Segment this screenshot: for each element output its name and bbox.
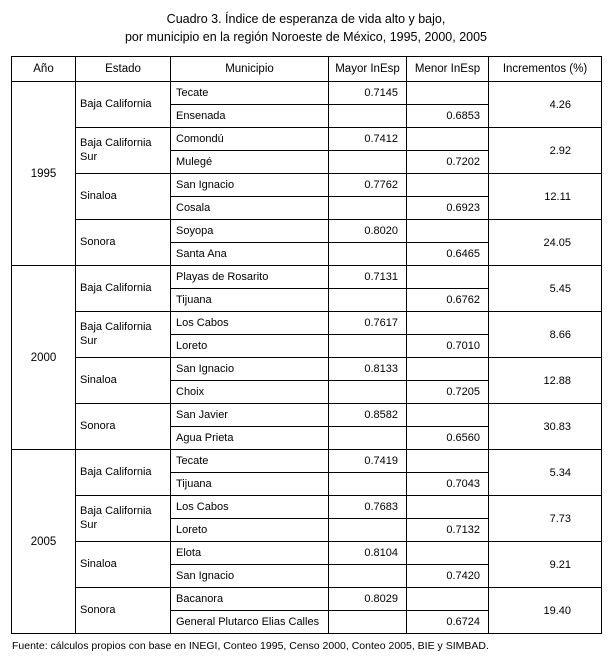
mayor-empty-cell xyxy=(329,611,407,634)
municipio-cell: Santa Ana xyxy=(171,243,329,266)
mayor-value-cell: 0.7145 xyxy=(329,82,407,105)
menor-empty-cell xyxy=(407,542,489,565)
menor-empty-cell xyxy=(407,174,489,197)
mayor-empty-cell xyxy=(329,151,407,174)
table-row xyxy=(12,220,602,243)
header-row xyxy=(12,57,602,82)
menor-empty-cell xyxy=(407,588,489,611)
menor-empty-cell xyxy=(407,450,489,473)
life-expectancy-table xyxy=(11,56,602,634)
header-menor-inesp: Menor InEsp xyxy=(407,57,489,82)
municipio-cell: Los Cabos xyxy=(171,312,329,335)
year-cell: 2000 xyxy=(12,266,76,450)
mayor-empty-cell xyxy=(329,105,407,128)
table-title-line2: por municipio en la región Noroeste de México, 1995, 2000, 2005 xyxy=(124,30,488,45)
estado-cell: Baja California Sur xyxy=(76,496,171,542)
menor-value-cell: 0.7132 xyxy=(407,519,489,542)
year-cell: 2005 xyxy=(12,450,76,634)
mayor-value-cell: 0.7412 xyxy=(329,128,407,151)
incremento-cell: 12.11 xyxy=(489,174,602,220)
menor-empty-cell xyxy=(407,220,489,243)
table-title xyxy=(11,10,601,46)
mayor-value-cell: 0.8029 xyxy=(329,588,407,611)
estado-cell: Baja California Sur xyxy=(76,128,171,174)
estado-cell: Baja California xyxy=(76,450,171,496)
header-incrementos: Incrementos (%) xyxy=(489,57,602,82)
mayor-empty-cell xyxy=(329,427,407,450)
mayor-value-cell: 0.7762 xyxy=(329,174,407,197)
menor-value-cell: 0.7420 xyxy=(407,565,489,588)
table-row xyxy=(12,588,602,611)
mayor-value-cell: 0.8020 xyxy=(329,220,407,243)
municipio-cell: Tecate xyxy=(171,450,329,473)
estado-cell: Baja California Sur xyxy=(76,312,171,358)
municipio-cell: Ensenada xyxy=(171,105,329,128)
municipio-cell: Tijuana xyxy=(171,473,329,496)
mayor-empty-cell xyxy=(329,519,407,542)
header-estado: Estado xyxy=(76,57,171,82)
table-title-line1: Cuadro 3. Índice de esperanza de vida alto y bajo, xyxy=(166,12,446,26)
mayor-value-cell: 0.7617 xyxy=(329,312,407,335)
municipio-cell: Playas de Rosarito xyxy=(171,266,329,289)
menor-value-cell: 0.7205 xyxy=(407,381,489,404)
menor-empty-cell xyxy=(407,82,489,105)
mayor-value-cell: 0.7683 xyxy=(329,496,407,519)
incremento-cell: 12.88 xyxy=(489,358,602,404)
menor-empty-cell xyxy=(407,312,489,335)
municipio-cell: Los Cabos xyxy=(171,496,329,519)
mayor-empty-cell xyxy=(329,473,407,496)
incremento-cell: 5.45 xyxy=(489,266,602,312)
mayor-empty-cell xyxy=(329,243,407,266)
municipio-cell: Mulegé xyxy=(171,151,329,174)
source-note: Fuente: cálculos propios con base en INEGI, Conteo 1995, Censo 2000, Conteo 2005, BIE y SIMBAD. xyxy=(12,640,489,653)
mayor-value-cell: 0.8104 xyxy=(329,542,407,565)
menor-empty-cell xyxy=(407,358,489,381)
municipio-cell: Agua Prieta xyxy=(171,427,329,450)
table-row xyxy=(12,312,602,335)
menor-empty-cell xyxy=(407,496,489,519)
municipio-cell: San Ignacio xyxy=(171,358,329,381)
municipio-cell: San Javier xyxy=(171,404,329,427)
incremento-cell: 30.83 xyxy=(489,404,602,450)
municipio-cell: Choix xyxy=(171,381,329,404)
incremento-cell: 8.66 xyxy=(489,312,602,358)
municipio-cell: Tecate xyxy=(171,82,329,105)
municipio-cell: Comondú xyxy=(171,128,329,151)
municipio-cell: San Ignacio xyxy=(171,565,329,588)
municipio-cell: Elota xyxy=(171,542,329,565)
municipio-cell: General Plutarco Elias Calles xyxy=(171,611,329,634)
estado-cell: Sinaloa xyxy=(76,358,171,404)
mayor-empty-cell xyxy=(329,289,407,312)
municipio-cell: Bacanora xyxy=(171,588,329,611)
estado-cell: Sinaloa xyxy=(76,542,171,588)
menor-value-cell: 0.6465 xyxy=(407,243,489,266)
menor-value-cell: 0.7202 xyxy=(407,151,489,174)
incremento-cell: 5.34 xyxy=(489,450,602,496)
municipio-cell: Soyopa xyxy=(171,220,329,243)
table-row xyxy=(12,450,602,473)
table-row xyxy=(12,358,602,381)
mayor-value-cell: 0.7131 xyxy=(329,266,407,289)
header-mayor-inesp: Mayor InEsp xyxy=(329,57,407,82)
incremento-cell: 24.05 xyxy=(489,220,602,266)
menor-value-cell: 0.6853 xyxy=(407,105,489,128)
incremento-cell: 19.40 xyxy=(489,588,602,634)
mayor-value-cell: 0.7419 xyxy=(329,450,407,473)
incremento-cell: 2.92 xyxy=(489,128,602,174)
estado-cell: Sonora xyxy=(76,404,171,450)
table-row xyxy=(12,128,602,151)
menor-empty-cell xyxy=(407,266,489,289)
estado-cell: Sonora xyxy=(76,588,171,634)
menor-value-cell: 0.7043 xyxy=(407,473,489,496)
estado-cell: Sinaloa xyxy=(76,174,171,220)
estado-cell: Baja California xyxy=(76,266,171,312)
table-row xyxy=(12,82,602,105)
incremento-cell: 7.73 xyxy=(489,496,602,542)
table-row xyxy=(12,542,602,565)
menor-value-cell: 0.6762 xyxy=(407,289,489,312)
municipio-cell: Loreto xyxy=(171,335,329,358)
estado-cell: Sonora xyxy=(76,220,171,266)
table-row xyxy=(12,496,602,519)
municipio-cell: Cosala xyxy=(171,197,329,220)
table-row xyxy=(12,174,602,197)
menor-empty-cell xyxy=(407,404,489,427)
municipio-cell: Loreto xyxy=(171,519,329,542)
table-row xyxy=(12,404,602,427)
incremento-cell: 4.26 xyxy=(489,82,602,128)
header-anio: Año xyxy=(12,57,76,82)
year-cell: 1995 xyxy=(12,82,76,266)
municipio-cell: San Ignacio xyxy=(171,174,329,197)
mayor-empty-cell xyxy=(329,197,407,220)
menor-value-cell: 0.7010 xyxy=(407,335,489,358)
menor-value-cell: 0.6560 xyxy=(407,427,489,450)
menor-empty-cell xyxy=(407,128,489,151)
mayor-value-cell: 0.8133 xyxy=(329,358,407,381)
mayor-value-cell: 0.8582 xyxy=(329,404,407,427)
incremento-cell: 9.21 xyxy=(489,542,602,588)
estado-cell: Baja California xyxy=(76,82,171,128)
table-row xyxy=(12,266,602,289)
municipio-cell: Tijuana xyxy=(171,289,329,312)
header-municipio: Municipio xyxy=(171,57,329,82)
menor-value-cell: 0.6923 xyxy=(407,197,489,220)
mayor-empty-cell xyxy=(329,335,407,358)
menor-value-cell: 0.6724 xyxy=(407,611,489,634)
mayor-empty-cell xyxy=(329,381,407,404)
mayor-empty-cell xyxy=(329,565,407,588)
